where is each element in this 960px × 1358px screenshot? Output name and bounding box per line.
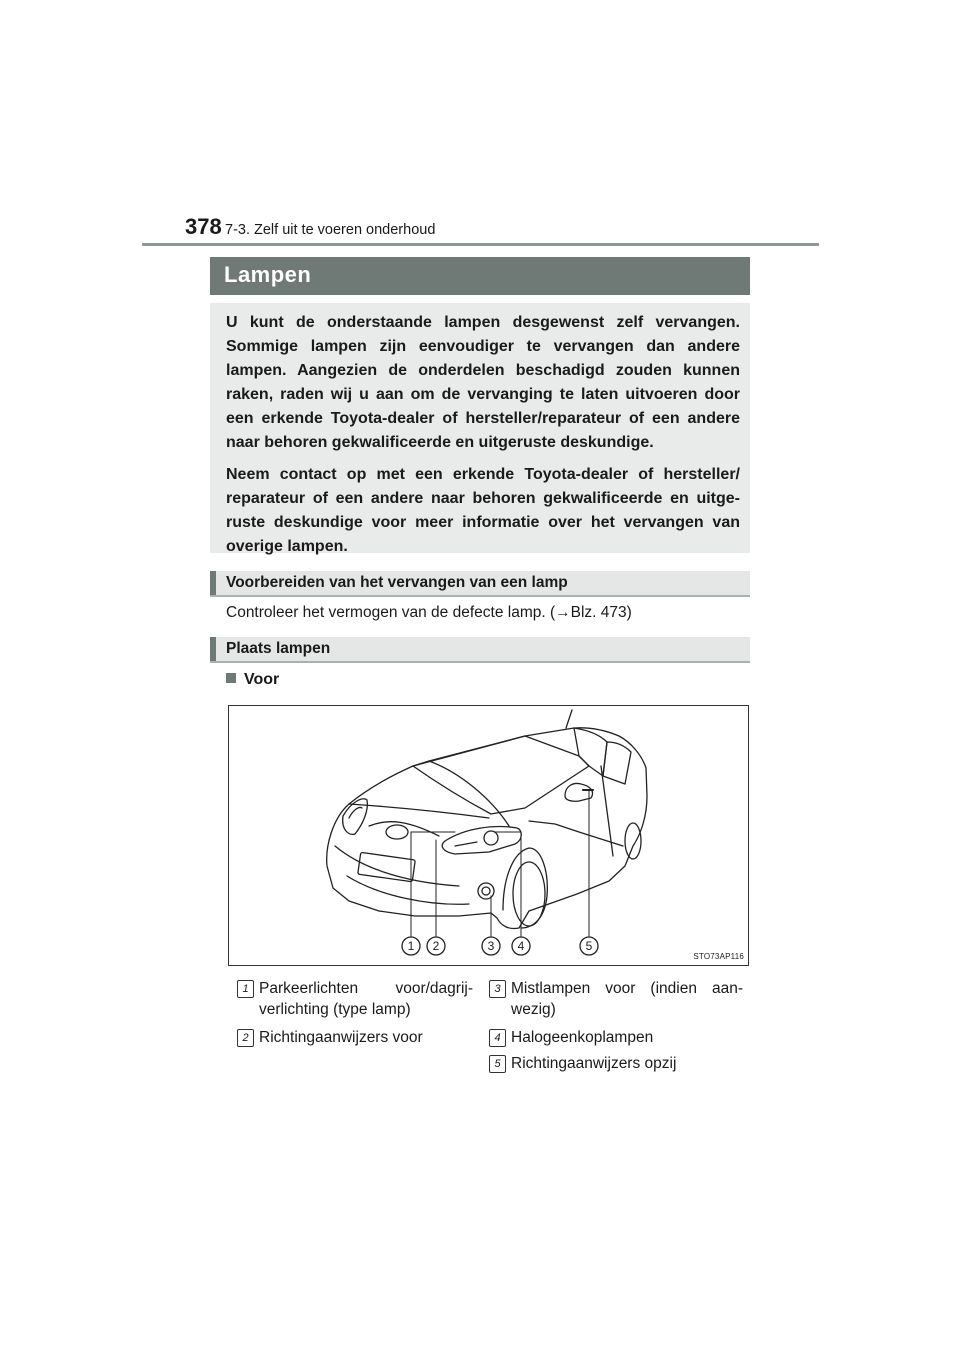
prep-heading-bar xyxy=(210,571,750,597)
header-rule xyxy=(142,243,819,246)
legend-item-3 xyxy=(489,978,745,1022)
legend-text: Richtingaanwijzers opzij xyxy=(511,1055,677,1072)
hood-crease xyxy=(429,761,509,826)
page-title: Lampen xyxy=(224,262,312,287)
callout-label: 5 xyxy=(585,939,593,953)
heading-accent xyxy=(210,637,216,661)
intro-paragraph-1: U kunt de onderstaande lampen desgewenst zelf vervangen. Sommige lampen zijn eenvoudiger te vervangen dan andere lampen. Aangezien de onderdelen beschadigd zouden kunnen raken, raden wij u aan om de vervanging te laten uitvoeren door een erkende Toyota-dealer of hersteller/reparateur of een andere naar behoren gekwalificeerde en uitgeruste deskundige. xyxy=(226,314,740,451)
legend-text: Mistlampen voor (indien aan- wezig) xyxy=(511,980,743,1018)
upper-grille xyxy=(369,822,439,836)
intro-box xyxy=(210,303,750,553)
emblem xyxy=(386,825,408,839)
rear-side-window xyxy=(603,742,631,784)
lower-grille xyxy=(347,876,469,904)
page-number: 378 xyxy=(185,214,222,239)
callout-label: 1 xyxy=(407,939,415,953)
intro-paragraph-2: Neem contact op met een erkende Toyota-dealer of hersteller/ reparateur of een andere naar behoren gekwalificeerde en uitge- ruste deskundige voor meer informatie over het vervangen van overige lampen. xyxy=(226,466,740,555)
locations-heading-bar xyxy=(210,637,750,663)
right-headlight-detail xyxy=(455,842,477,846)
front-subheading xyxy=(226,671,279,689)
legend-number: 1 xyxy=(237,980,254,998)
front-subheading-label: Voor xyxy=(244,671,280,688)
prep-heading: Voorbereiden van het vervangen van een lamp xyxy=(226,574,568,591)
front-wheel xyxy=(513,862,545,926)
license-plate xyxy=(358,852,416,881)
fog-lamp xyxy=(478,883,494,899)
car-figure xyxy=(228,705,749,966)
legend-number: 5 xyxy=(489,1055,506,1073)
rear-wheel xyxy=(625,823,641,859)
fog-lamp-inner xyxy=(482,887,490,895)
hood-line xyxy=(349,804,489,818)
heading-accent xyxy=(210,571,216,595)
callout-markers xyxy=(402,937,598,955)
front-side-window xyxy=(574,728,607,776)
callout-label: 2 xyxy=(432,939,440,953)
legend-text: Halogeenkoplampen xyxy=(511,1029,654,1046)
legend-number: 3 xyxy=(489,980,506,998)
left-headlight-detail xyxy=(349,807,362,818)
callout-label: 4 xyxy=(517,939,525,953)
windshield xyxy=(413,736,589,814)
section-header: 7-3. Zelf uit te voeren onderhoud xyxy=(225,222,436,238)
car-illustration xyxy=(229,706,748,965)
legend-number: 2 xyxy=(237,1029,254,1047)
legend-text: Parkeerlichten voor/dagrij- verlichting (type lamp) xyxy=(259,980,473,1018)
antenna-line xyxy=(566,710,572,728)
right-headlight xyxy=(442,827,521,854)
figure-code: STO73AP116 xyxy=(693,952,744,961)
legend-item-1 xyxy=(237,978,477,1022)
legend-text: Richtingaanwijzers voor xyxy=(259,1029,423,1046)
legend-number: 4 xyxy=(489,1029,506,1047)
side-mirror xyxy=(565,784,593,802)
prep-text: Controleer het vermogen van de defecte lamp. (→Blz. 473) xyxy=(226,604,632,621)
square-bullet-icon xyxy=(226,673,236,683)
title-bar xyxy=(210,257,750,295)
headlight-lens xyxy=(484,831,498,845)
callout-label: 3 xyxy=(487,939,495,953)
locations-heading: Plaats lampen xyxy=(226,640,331,657)
